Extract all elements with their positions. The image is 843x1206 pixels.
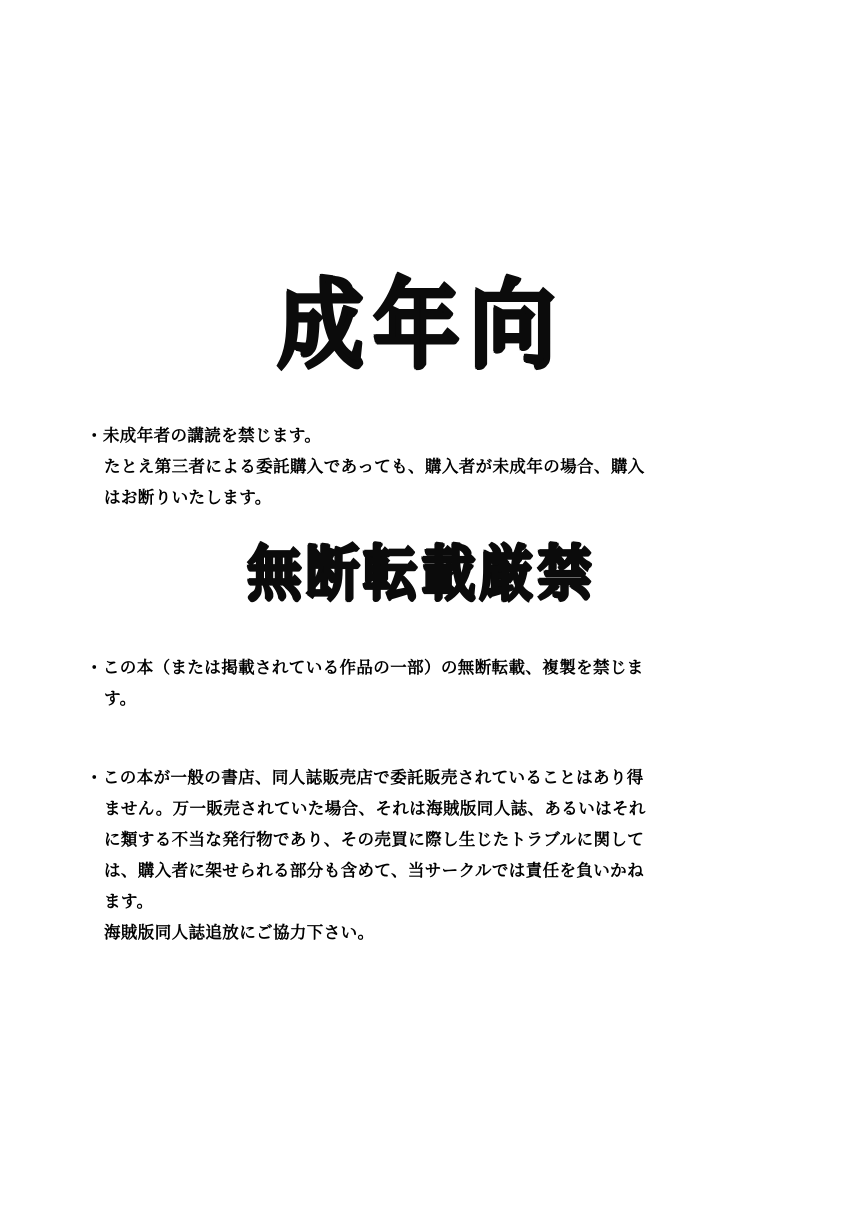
paragraph-line — [86, 652, 746, 683]
paragraph-text: この本（または掲載されている作品の一部）の無断転載、複製を禁じま — [102, 658, 644, 677]
paragraph-line: は、購入者に架せられる部分も含めて、当サークルでは責任を負いかね — [104, 861, 644, 880]
bullet-marker: ・ — [86, 658, 103, 677]
paragraph-line: たとえ第三者による委託購入であっても、購入者が未成年の場合、購入 — [104, 457, 645, 476]
paragraph-minors-notice — [86, 420, 746, 513]
bullet-marker: ・ — [86, 426, 103, 445]
paragraph-line: に類する不当な発行物であり、その売買に際し生じたトラブルに関して — [104, 830, 645, 849]
heading-no-reproduction: 無断転載厳禁 — [247, 539, 596, 609]
paragraph-text: この本が一般の書店、同人誌販売店で委託販売されていることはあり得 — [102, 768, 644, 787]
paragraph-line: 海賊版同人誌追放にご協力下さい。 — [104, 923, 375, 942]
paragraph-text: 未成年者の講読を禁じます。 — [102, 426, 322, 445]
paragraph-reprint-notice — [86, 652, 746, 714]
paragraph-line: す。 — [104, 689, 137, 708]
paragraph-line: ます。 — [104, 892, 154, 911]
paragraph-line: ません。万一販売されていた場合、それは海賊版同人誌、あるいはそれ — [104, 799, 646, 818]
paragraph-line: はお断りいたします。 — [104, 488, 272, 507]
paragraph-distribution-notice — [86, 762, 746, 948]
paragraph-line — [86, 762, 746, 793]
paragraph-line — [86, 420, 746, 451]
bullet-marker: ・ — [86, 768, 103, 787]
heading-adults-only: 成年向 — [277, 270, 566, 383]
